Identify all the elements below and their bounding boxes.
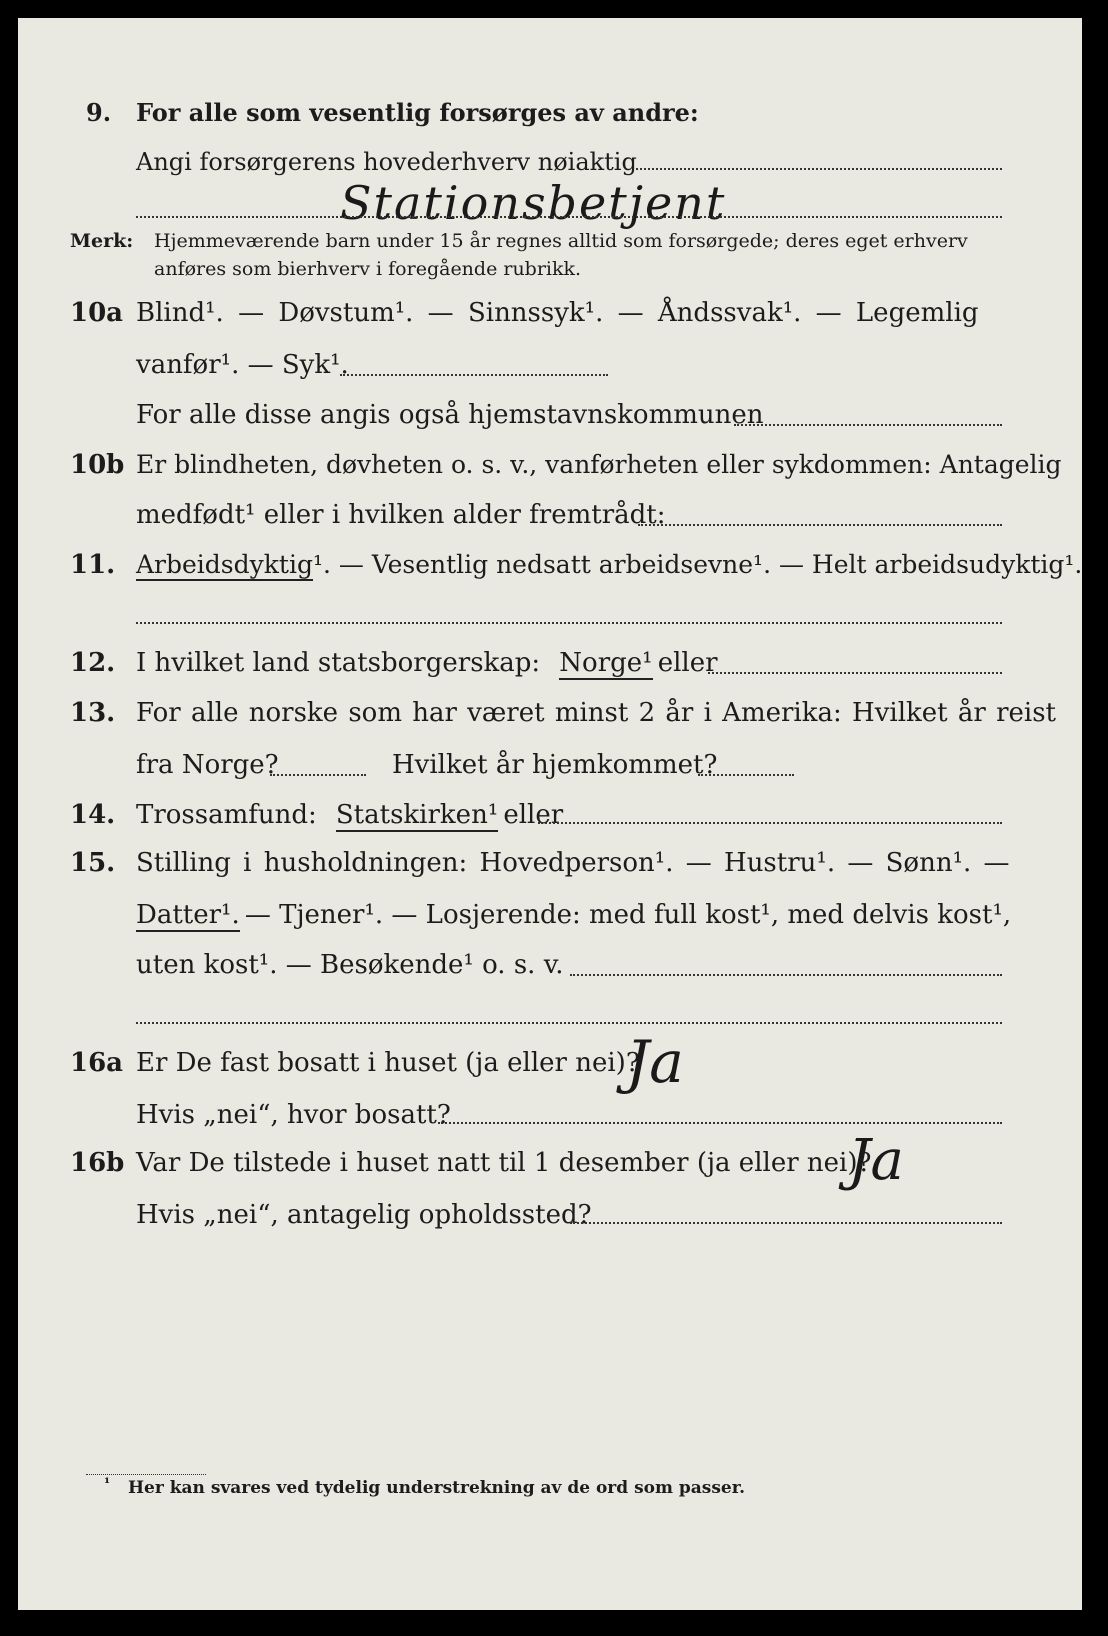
footnote-rule bbox=[86, 1474, 206, 1475]
q16a-line-1: Er De fast bosatt i huset (ja eller nei)? bbox=[136, 1048, 640, 1078]
q10b-line-1: Er blindheten, døvheten o. s. v., vanførheten eller sykdommen: Antagelig bbox=[136, 450, 1062, 479]
q10a-line-3: For alle disse angis også hjemstavnskommunen bbox=[136, 400, 764, 430]
q16a-number: 16a bbox=[70, 1048, 124, 1078]
q15-line-2-rest: — Tjener¹. — Losjerende: med full kost¹, med delvis kost¹, bbox=[244, 900, 1012, 930]
merk-line-1: Hjemmeværende barn under 15 år regnes alltid som forsørgede; deres eget erhverv bbox=[154, 230, 968, 252]
q16b-handwritten-answer: Ja bbox=[848, 1128, 904, 1193]
q9-prompt: Angi forsørgerens hovederhverv nøiaktig bbox=[136, 148, 637, 176]
q14-number: 14. bbox=[70, 800, 116, 830]
q11-line bbox=[136, 550, 1082, 579]
q15-fill-1 bbox=[570, 974, 1002, 976]
q16b-line-1: Var De tilstede i huset natt til 1 desember (ja eller nei)? bbox=[136, 1148, 872, 1178]
q10b-line-2: medfødt¹ eller i hvilken alder fremtrådt: bbox=[136, 500, 666, 530]
q16a-line-2: Hvis „nei“, hvor bosatt? bbox=[136, 1100, 451, 1130]
footnote-text: Her kan svares ved tydelig understrekning av de ord som passer. bbox=[128, 1478, 746, 1498]
q10a-number: 10a bbox=[70, 298, 124, 328]
q15-number: 15. bbox=[70, 848, 116, 878]
q9-number: 9. bbox=[86, 98, 112, 127]
q12-rest: eller bbox=[657, 648, 718, 678]
q15-fill-2 bbox=[136, 1022, 1002, 1024]
q10b-line-2-fill bbox=[638, 524, 1002, 526]
q11-rest: ¹. — Vesentlig nedsatt arbeidsevne¹. — Helt arbeidsudyktig¹. bbox=[312, 550, 1082, 579]
q12-fill bbox=[708, 672, 1002, 674]
q15-line-2 bbox=[136, 900, 1011, 930]
q11-number: 11. bbox=[70, 550, 116, 580]
q14-underlined-option: Statskirken¹ bbox=[335, 800, 499, 830]
q14-line bbox=[136, 800, 563, 830]
q15-line-1: Stilling i husholdningen: Hovedperson¹. — Hustru¹. — Sønn¹. — bbox=[136, 848, 1010, 878]
merk-label: Merk: bbox=[70, 230, 134, 252]
q14-text: Trossamfund: bbox=[136, 800, 317, 830]
q16b-fill bbox=[570, 1222, 1002, 1224]
q13-line-2a: fra Norge? bbox=[136, 750, 279, 780]
q10a-line-2: vanfør¹. — Syk¹. bbox=[136, 350, 349, 380]
q14-rest: eller bbox=[503, 800, 564, 830]
q16a-handwritten-answer: Ja bbox=[626, 1028, 684, 1096]
q9-handwritten-answer: Stationsbetjent bbox=[340, 176, 727, 230]
q11-answer-line bbox=[136, 622, 1002, 624]
q12-number: 12. bbox=[70, 648, 116, 678]
footnote-mark: ¹ bbox=[104, 1476, 111, 1492]
q10b-number: 10b bbox=[70, 450, 125, 480]
q10a-line-3-fill bbox=[734, 424, 1002, 426]
q16b-number: 16b bbox=[70, 1148, 125, 1178]
q14-fill bbox=[538, 822, 1002, 824]
census-form-page bbox=[18, 18, 1082, 1610]
q15-underlined-option: Datter¹. bbox=[136, 900, 240, 930]
q16a-fill bbox=[438, 1122, 1002, 1124]
q13-line-2b: Hvilket år hjemkommet? bbox=[392, 750, 718, 780]
q9-line-2 bbox=[136, 216, 1002, 218]
q12-text: I hvilket land statsborgerskap: bbox=[136, 648, 541, 678]
q10a-line-1: Blind¹. — Døvstum¹. — Sinnssyk¹. — Åndssvak¹. — Legemlig bbox=[136, 298, 979, 328]
q12-line bbox=[136, 648, 718, 678]
q15-line-3: uten kost¹. — Besøkende¹ o. s. v. bbox=[136, 950, 564, 980]
q12-underlined-option: Norge¹ bbox=[559, 648, 653, 678]
q13-line-1: For alle norske som har været minst 2 år i Amerika: Hvilket år reist bbox=[136, 698, 1056, 728]
q10a-line-2-fill bbox=[340, 374, 608, 376]
q13-number: 13. bbox=[70, 698, 116, 728]
q13-fill-1 bbox=[270, 774, 366, 776]
q16b-line-2: Hvis „nei“, antagelig opholdssted? bbox=[136, 1200, 592, 1230]
q9-line-1 bbox=[636, 168, 1002, 170]
merk-line-2: anføres som bierhverv i foregående rubrikk. bbox=[154, 258, 582, 280]
q9-title: For alle som vesentlig forsørges av andre: bbox=[136, 98, 699, 127]
q13-fill-2 bbox=[698, 774, 794, 776]
q11-underlined-option: Arbeidsdyktig bbox=[136, 550, 313, 579]
